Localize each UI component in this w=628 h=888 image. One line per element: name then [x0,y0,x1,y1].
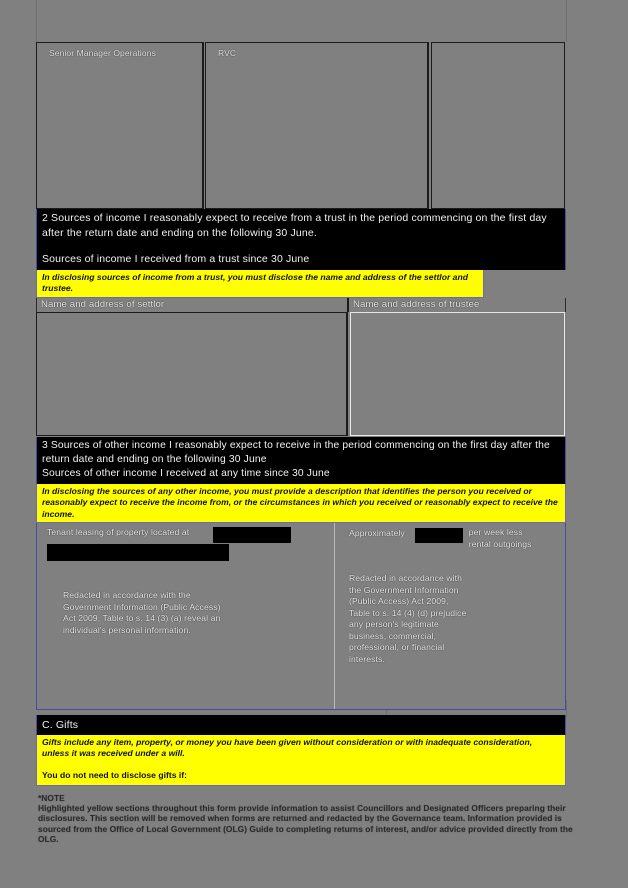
other-income-amount-column[interactable] [335,523,565,709]
other-income-source-column[interactable] [37,523,335,709]
position-details-table [36,42,566,209]
tenant-secondary-redaction [213,527,291,543]
section-3-heading-line-2: Sources of other income I received at any time since 30 June [42,467,330,479]
tenant-entry-row [47,527,328,543]
other-income-answer-area [36,523,566,710]
amount-redaction [415,528,463,543]
section-c-guidance-note [36,735,566,786]
table-cell-extra[interactable] [431,42,565,209]
column-header-trustee: Name and address of trustee [353,298,480,310]
amount-suffix [469,527,532,550]
trust-answer-boxes [36,312,566,436]
section-3-guidance-note: In disclosing the sources of any other income, you must provide a description that identifies the person you received or reasonably expect to receive the income from, or the circumstances in which you received or reasonably expect to receive the income. [36,484,566,523]
amount-suffix-line-2: rental outgoings [468,538,532,549]
footnote-body: Highlighted yellow sections throughout this form provide information to assist Councillors and Designated Officers preparing their disclosures. This section will be removed when forms are returned and redacted by the Governance team. Information provided is sourced from the Office of Local Government (OLG) Guide to completing returns of interest, and/or advice provided directly from the OLG. [38,803,573,844]
page-guide-line-right [566,0,567,42]
section-2-heading-line-2: Sources of income I received from a trust since 30 June [42,253,310,265]
gifts-note-followup: You do not need to disclose gifts if: [42,769,187,780]
amount-suffix-line-1: per week less [468,527,523,538]
section-c-heading-label: C. Gifts [42,719,79,732]
table-cell-organisation[interactable]: RVC [205,42,429,209]
tenant-address-redaction [47,544,229,561]
section-c-heading [36,715,566,735]
tenant-entry-label: Tenant leasing of property located at [47,527,190,538]
trust-column-headers [36,298,566,312]
column-header-settlor: Name and address of settlor [37,298,349,312]
left-column-redaction-notice: Redacted in accordance with the Government Information (Public Access) Act 2009, Table to s. 14 (3) (a) reveal an individual's personal information. [63,590,221,635]
approx-amount-row [349,527,559,550]
section-2-heading-gap [42,241,561,252]
page-guide-line-right-lower [566,700,567,718]
section-2-heading [36,209,566,270]
table-cell-position[interactable]: Senior Manager Operations [36,42,204,209]
trustee-answer-box[interactable] [350,312,565,436]
section-2-heading-line-1: 2 Sources of income I reasonably expect to receive from a trust in the period commencing on the first day after the return date and ending on the following 30 June. [42,212,547,239]
footnote-title: *NOTE [38,793,65,803]
section-3-heading-line-1: 3 Sources of other income I reasonably expect to receive in the period commencing on the first day after the return date and ending on the following 30 June [42,439,550,465]
right-column-redaction-notice: Redacted in accordance with the Government Information (Public Access) Act 2009, Table to s. 14 (4) (d) prejudice any person's legitimate business, commercial, professional, or financial interests. [349,573,467,664]
section-3-heading [36,437,566,484]
gifts-note-paragraph: Gifts include any item, property, or money you have been given without consideration or with inadequate consideration, unless it was received under a will. [42,737,533,759]
footnote-block [38,793,578,844]
approx-label: Approximately [349,528,405,539]
gifts-note-gap [42,760,560,770]
settlor-answer-box[interactable] [36,312,348,436]
section-2-guidance-note: In disclosing sources of income from a trust, you must disclose the name and address of the settlor and trustee. [36,270,484,298]
return-of-interest-form [36,42,566,786]
page-guide-line-left [36,0,37,42]
